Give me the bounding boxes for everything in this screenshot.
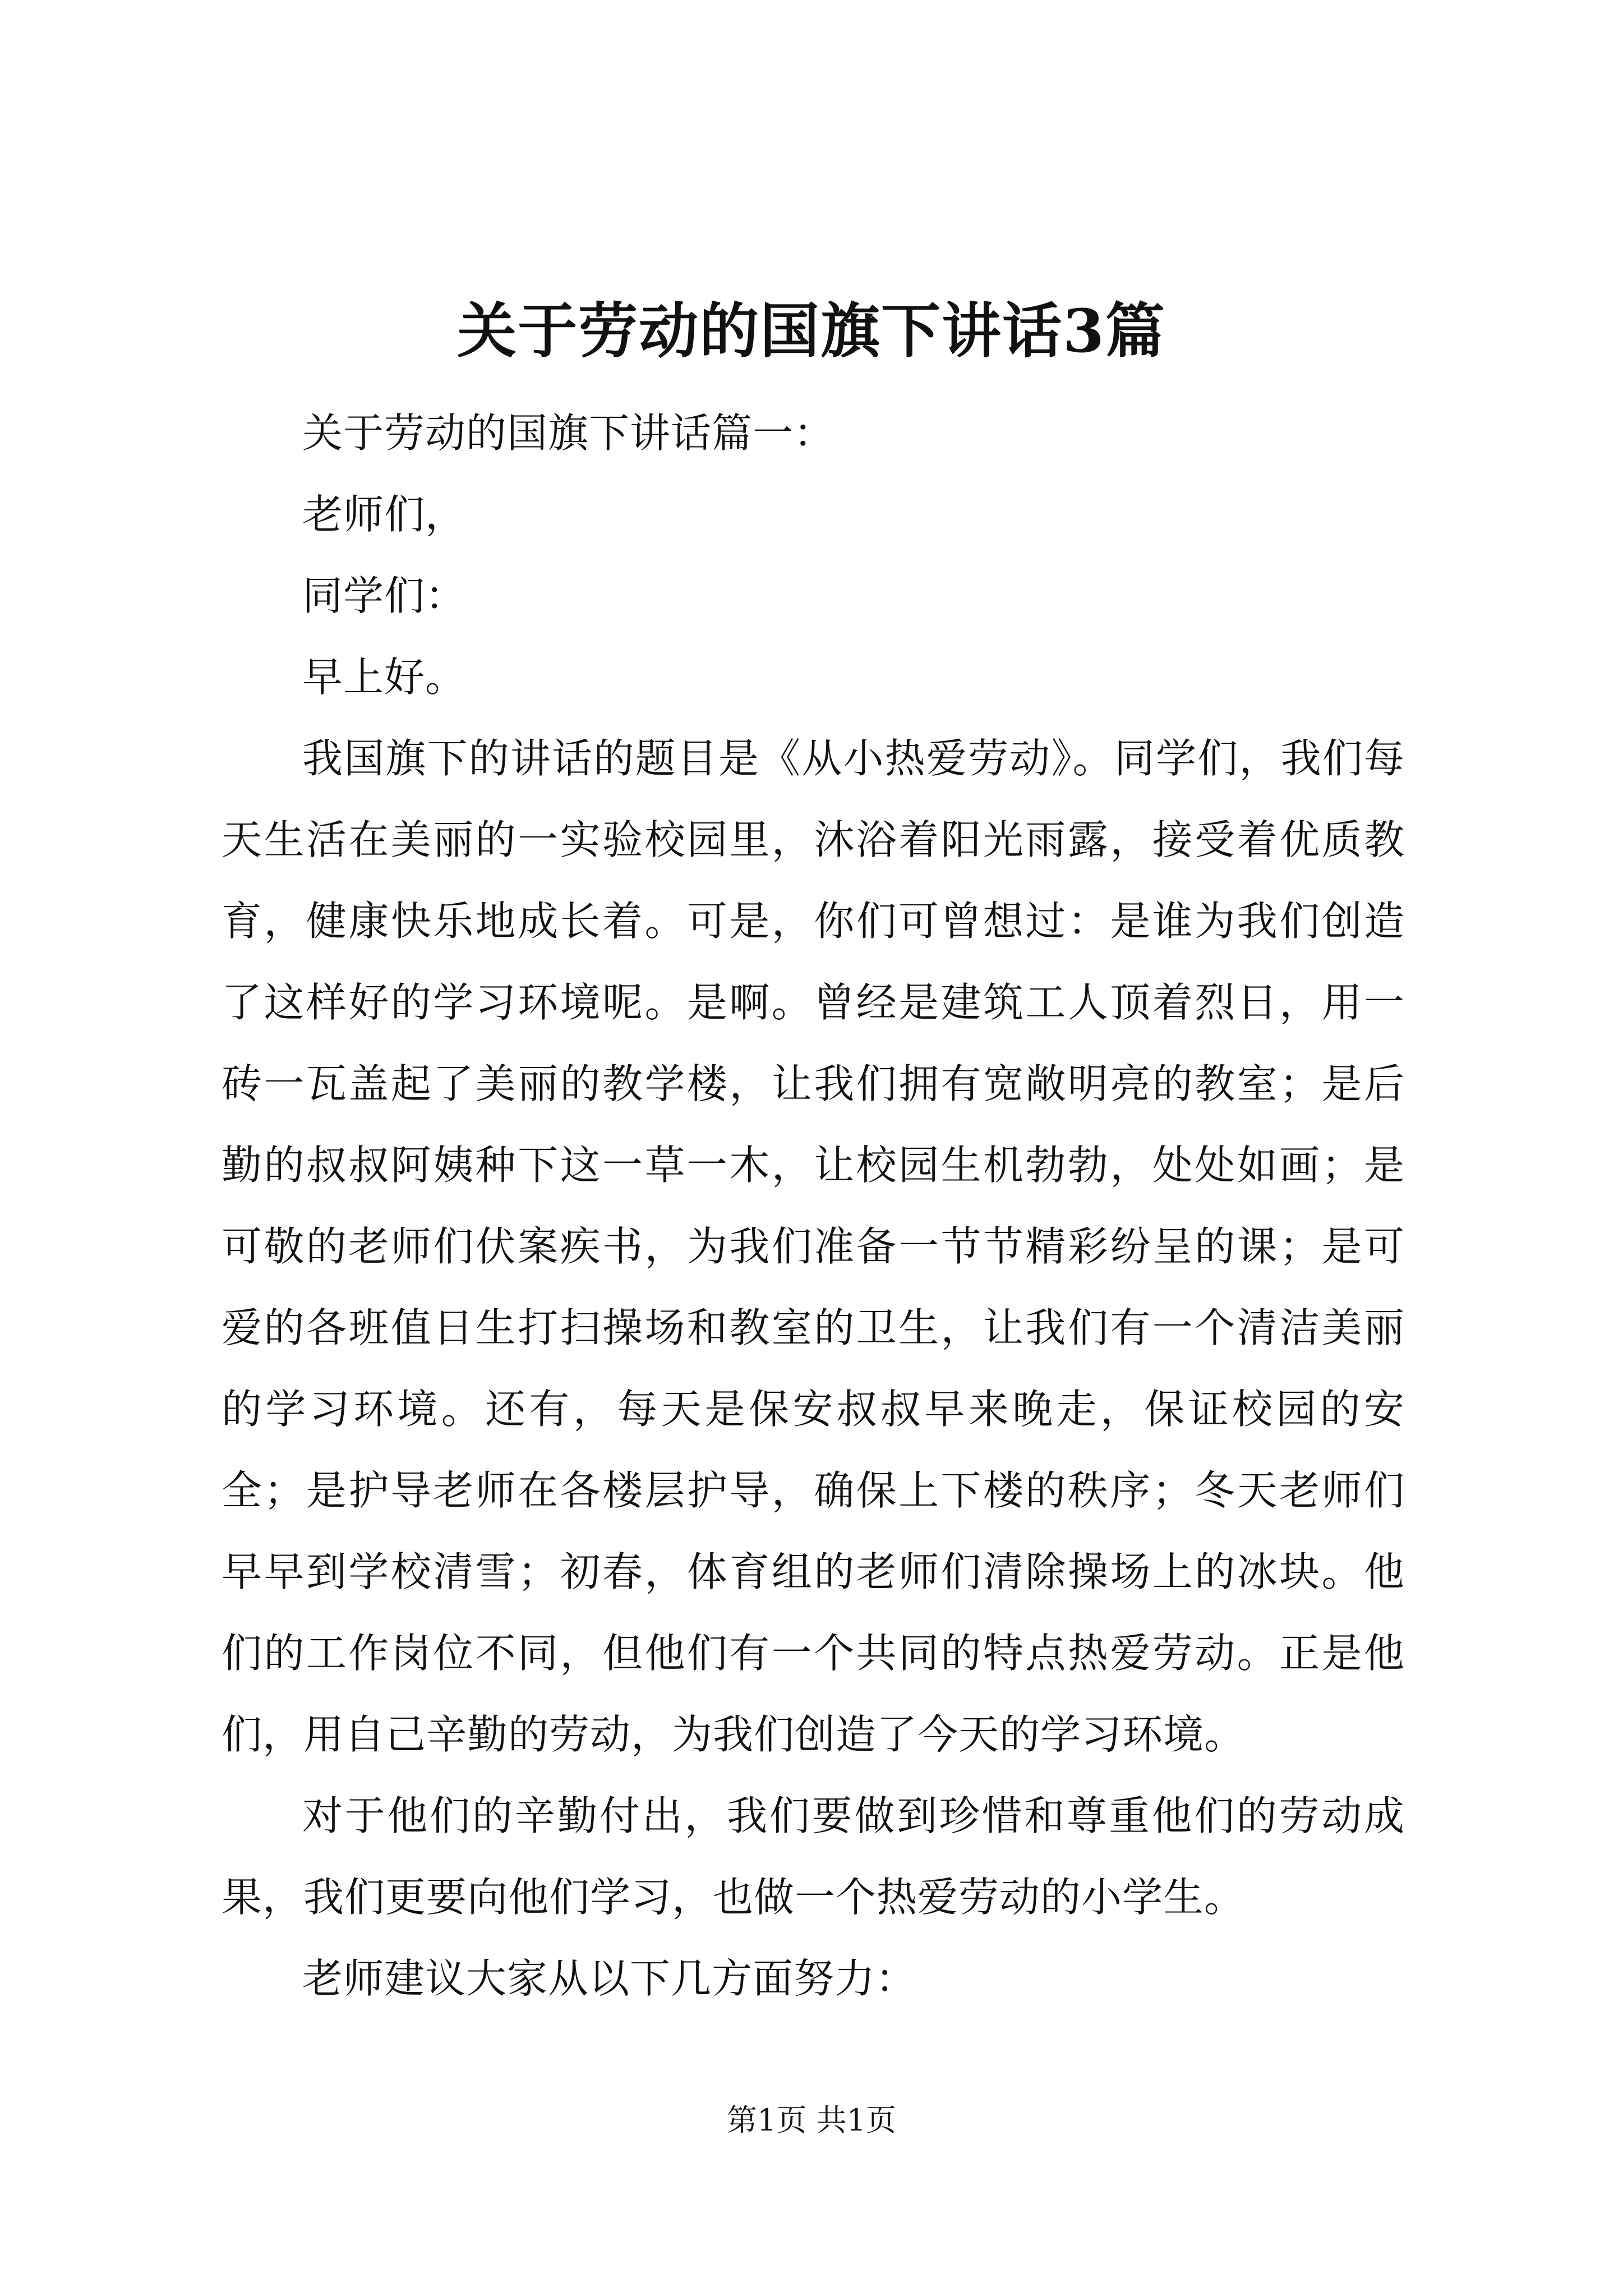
section-heading: 关于劳动的国旗下讲话篇一：	[302, 409, 835, 457]
body-paragraph: 我国旗下的讲话的题目是《从小热爱劳动》。同学们，我们每天生活在美丽的一实验校园里，沐浴着阳光雨露，接受着优质教育，健康快乐地成长着。可是，你们可曾想过：是谁为我们创造了这样好的学习环境呢。是啊。曾经是建筑工人顶着烈日，用一砖一瓦盖起了美丽的教学楼，让我们拥有宽敞明亮的教室；是后勤的叔叔阿姨种下这一草一木，让校园生机勃勃，处处如画；是可敬的老师们伏案疾书，为我们准备一节节精彩纷呈的课；是可爱的各班值日生打扫操场和教室的卫生，让我们有一个清洁美丽的学习环境。还有，每天是保安叔叔早来晚走，保证校园的安全；是护导老师在各楼层护导，确保上下楼的秩序；冬天老师们早早到学校清雪；初春，体育组的老师们清除操场上的冰块。他们的工作岗位不同，但他们有一个共同的特点热爱劳动。正是他们，用自己辛勤的劳动，为我们创造了今天的学习环境。	[222, 735, 1405, 1758]
greeting: 早上好。	[302, 654, 467, 701]
document-title: 关于劳动的国旗下讲话3篇	[457, 296, 1166, 366]
salutation-teachers: 老师们，	[302, 491, 467, 538]
body-paragraph: 对于他们的辛勤付出，我们要做到珍惜和尊重他们的劳动成果，我们更要向他们学习，也做一个热爱劳动的小学生。	[222, 1792, 1405, 1921]
body-paragraph: 老师建议大家从以下几方面努力：	[302, 1955, 917, 2002]
document-body	[222, 393, 1405, 2019]
page-footer: 第1页 共1页	[727, 2102, 896, 2138]
salutation-students: 同学们：	[302, 572, 467, 619]
